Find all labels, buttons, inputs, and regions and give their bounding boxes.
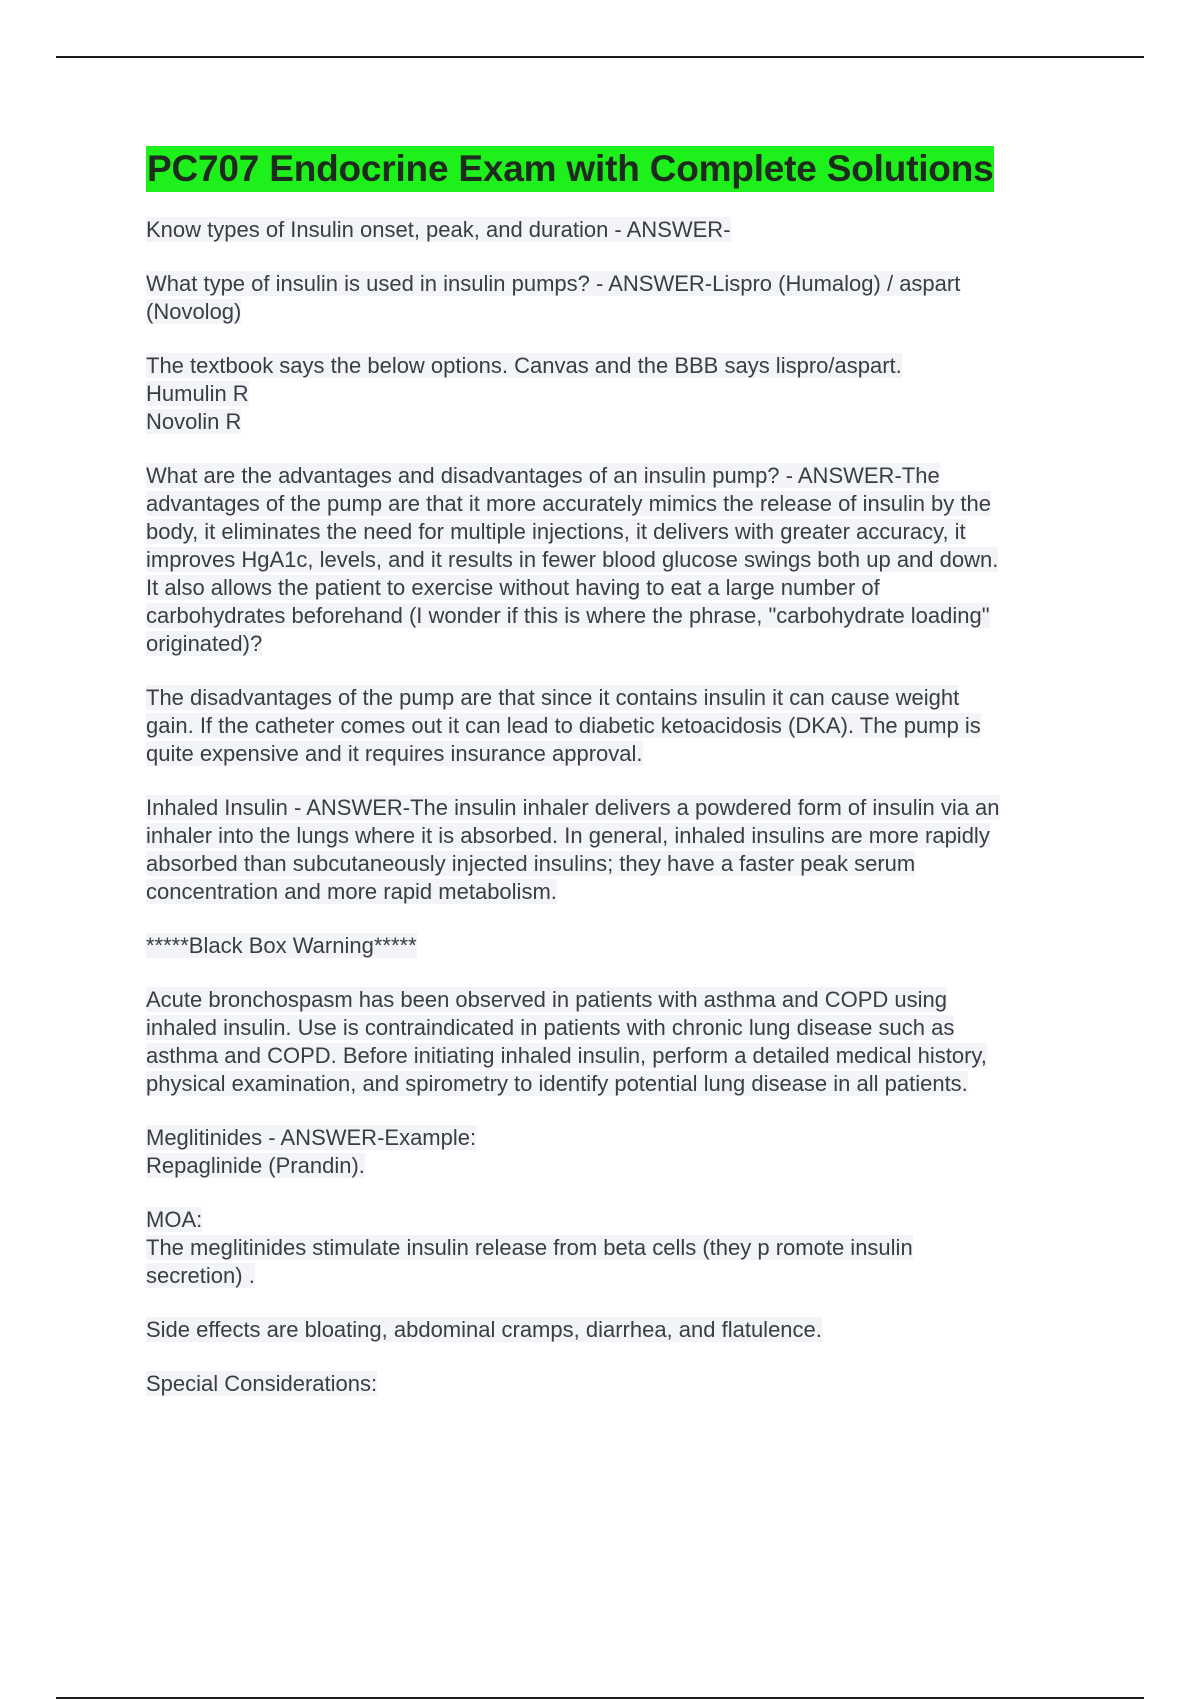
paragraph-line <box>146 298 1086 326</box>
paragraph-line <box>146 518 1086 546</box>
line-text: What are the advantages and disadvantages of an insulin pump? - ANSWER-The <box>146 463 940 488</box>
paragraph <box>146 986 1086 1098</box>
line-text: advantages of the pump are that it more accurately mimics the release of insulin by the <box>146 491 991 516</box>
paragraph <box>146 1206 1086 1290</box>
paragraph-line <box>146 380 1086 408</box>
line-text: quite expensive and it requires insurance approval. <box>146 741 643 766</box>
paragraph <box>146 684 1086 768</box>
paragraph <box>146 352 1086 436</box>
paragraph-line <box>146 216 1086 244</box>
paragraph-line <box>146 546 1086 574</box>
paragraph-line <box>146 822 1086 850</box>
paragraph-line <box>146 850 1086 878</box>
paragraph-line <box>146 630 1086 658</box>
line-text: *****Black Box Warning***** <box>146 933 417 958</box>
paragraph-line <box>146 1070 1086 1098</box>
line-text: The disadvantages of the pump are that since it contains insulin it can cause weight <box>146 685 960 710</box>
paragraph-line <box>146 1042 1086 1070</box>
paragraph-line <box>146 270 1086 298</box>
line-text: It also allows the patient to exercise without having to eat a large number of <box>146 575 880 600</box>
paragraph <box>146 462 1086 658</box>
paragraph-line <box>146 878 1086 906</box>
paragraph-line <box>146 462 1086 490</box>
line-text: (Novolog) <box>146 299 242 324</box>
paragraph <box>146 216 1086 244</box>
line-text: secretion) . <box>146 1263 255 1288</box>
paragraph-line <box>146 352 1086 380</box>
paragraph-line <box>146 574 1086 602</box>
line-text: The textbook says the below options. Canvas and the BBB says lispro/aspart. <box>146 353 902 378</box>
document-title: PC707 Endocrine Exam with Complete Solutions <box>146 146 994 192</box>
paragraph-line <box>146 794 1086 822</box>
paragraph <box>146 794 1086 906</box>
line-text: Repaglinide (Prandin). <box>146 1153 365 1178</box>
line-text: Acute bronchospasm has been observed in patients with asthma and COPD using <box>146 987 948 1012</box>
paragraph-list <box>146 216 1086 1398</box>
paragraph-line <box>146 932 1086 960</box>
line-text: What type of insulin is used in insulin pumps? - ANSWER-Lispro (Humalog) / aspart <box>146 271 961 296</box>
paragraph-line <box>146 740 1086 768</box>
paragraph-line <box>146 1152 1086 1180</box>
line-text: inhaler into the lungs where it is absorbed. In general, inhaled insulins are more rapidly <box>146 823 990 848</box>
paragraph-line <box>146 684 1086 712</box>
paragraph-line <box>146 1124 1086 1152</box>
line-text: improves HgA1c, levels, and it results in fewer blood glucose swings both up and down. <box>146 547 999 572</box>
line-text: The meglitinides stimulate insulin release from beta cells (they p romote insulin <box>146 1235 913 1260</box>
paragraph-line <box>146 712 1086 740</box>
line-text: Know types of Insulin onset, peak, and duration - ANSWER- <box>146 217 731 242</box>
line-text: physical examination, and spirometry to identify potential lung disease in all patients. <box>146 1071 968 1096</box>
line-text: Side effects are bloating, abdominal cramps, diarrhea, and flatulence. <box>146 1317 822 1342</box>
paragraph-line <box>146 490 1086 518</box>
line-text: originated)? <box>146 631 263 656</box>
line-text: Meglitinides - ANSWER-Example: <box>146 1125 477 1150</box>
paragraph <box>146 932 1086 960</box>
paragraph-line <box>146 1370 1086 1398</box>
line-text: asthma and COPD. Before initiating inhaled insulin, perform a detailed medical history, <box>146 1043 987 1068</box>
line-text: MOA: <box>146 1207 203 1232</box>
line-text: Humulin R <box>146 381 249 406</box>
line-text: Special Considerations: <box>146 1371 378 1396</box>
paragraph-line <box>146 1262 1086 1290</box>
paragraph-line <box>146 986 1086 1014</box>
paragraph <box>146 270 1086 326</box>
paragraph <box>146 1316 1086 1344</box>
paragraph-line <box>146 1316 1086 1344</box>
paragraph-line <box>146 1234 1086 1262</box>
document-body <box>146 146 1086 1424</box>
paragraph-line <box>146 602 1086 630</box>
line-text: body, it eliminates the need for multiple injections, it delivers with greater accuracy, it <box>146 519 966 544</box>
line-text: carbohydrates beforehand (I wonder if this is where the phrase, "carbohydrate loading" <box>146 603 990 628</box>
line-text: Novolin R <box>146 409 242 434</box>
paragraph-line <box>146 1206 1086 1234</box>
paragraph <box>146 1124 1086 1180</box>
line-text: inhaled insulin. Use is contraindicated in patients with chronic lung disease such as <box>146 1015 955 1040</box>
line-text: Inhaled Insulin - ANSWER-The insulin inhaler delivers a powdered form of insulin via an <box>146 795 1000 820</box>
page-top-rule <box>56 56 1144 58</box>
line-text: gain. If the catheter comes out it can lead to diabetic ketoacidosis (DKA). The pump is <box>146 713 981 738</box>
paragraph-line <box>146 1014 1086 1042</box>
paragraph-line <box>146 408 1086 436</box>
paragraph <box>146 1370 1086 1398</box>
page-bottom-rule <box>56 1697 1144 1699</box>
line-text: absorbed than subcutaneously injected insulins; they have a faster peak serum <box>146 851 916 876</box>
line-text: concentration and more rapid metabolism. <box>146 879 557 904</box>
